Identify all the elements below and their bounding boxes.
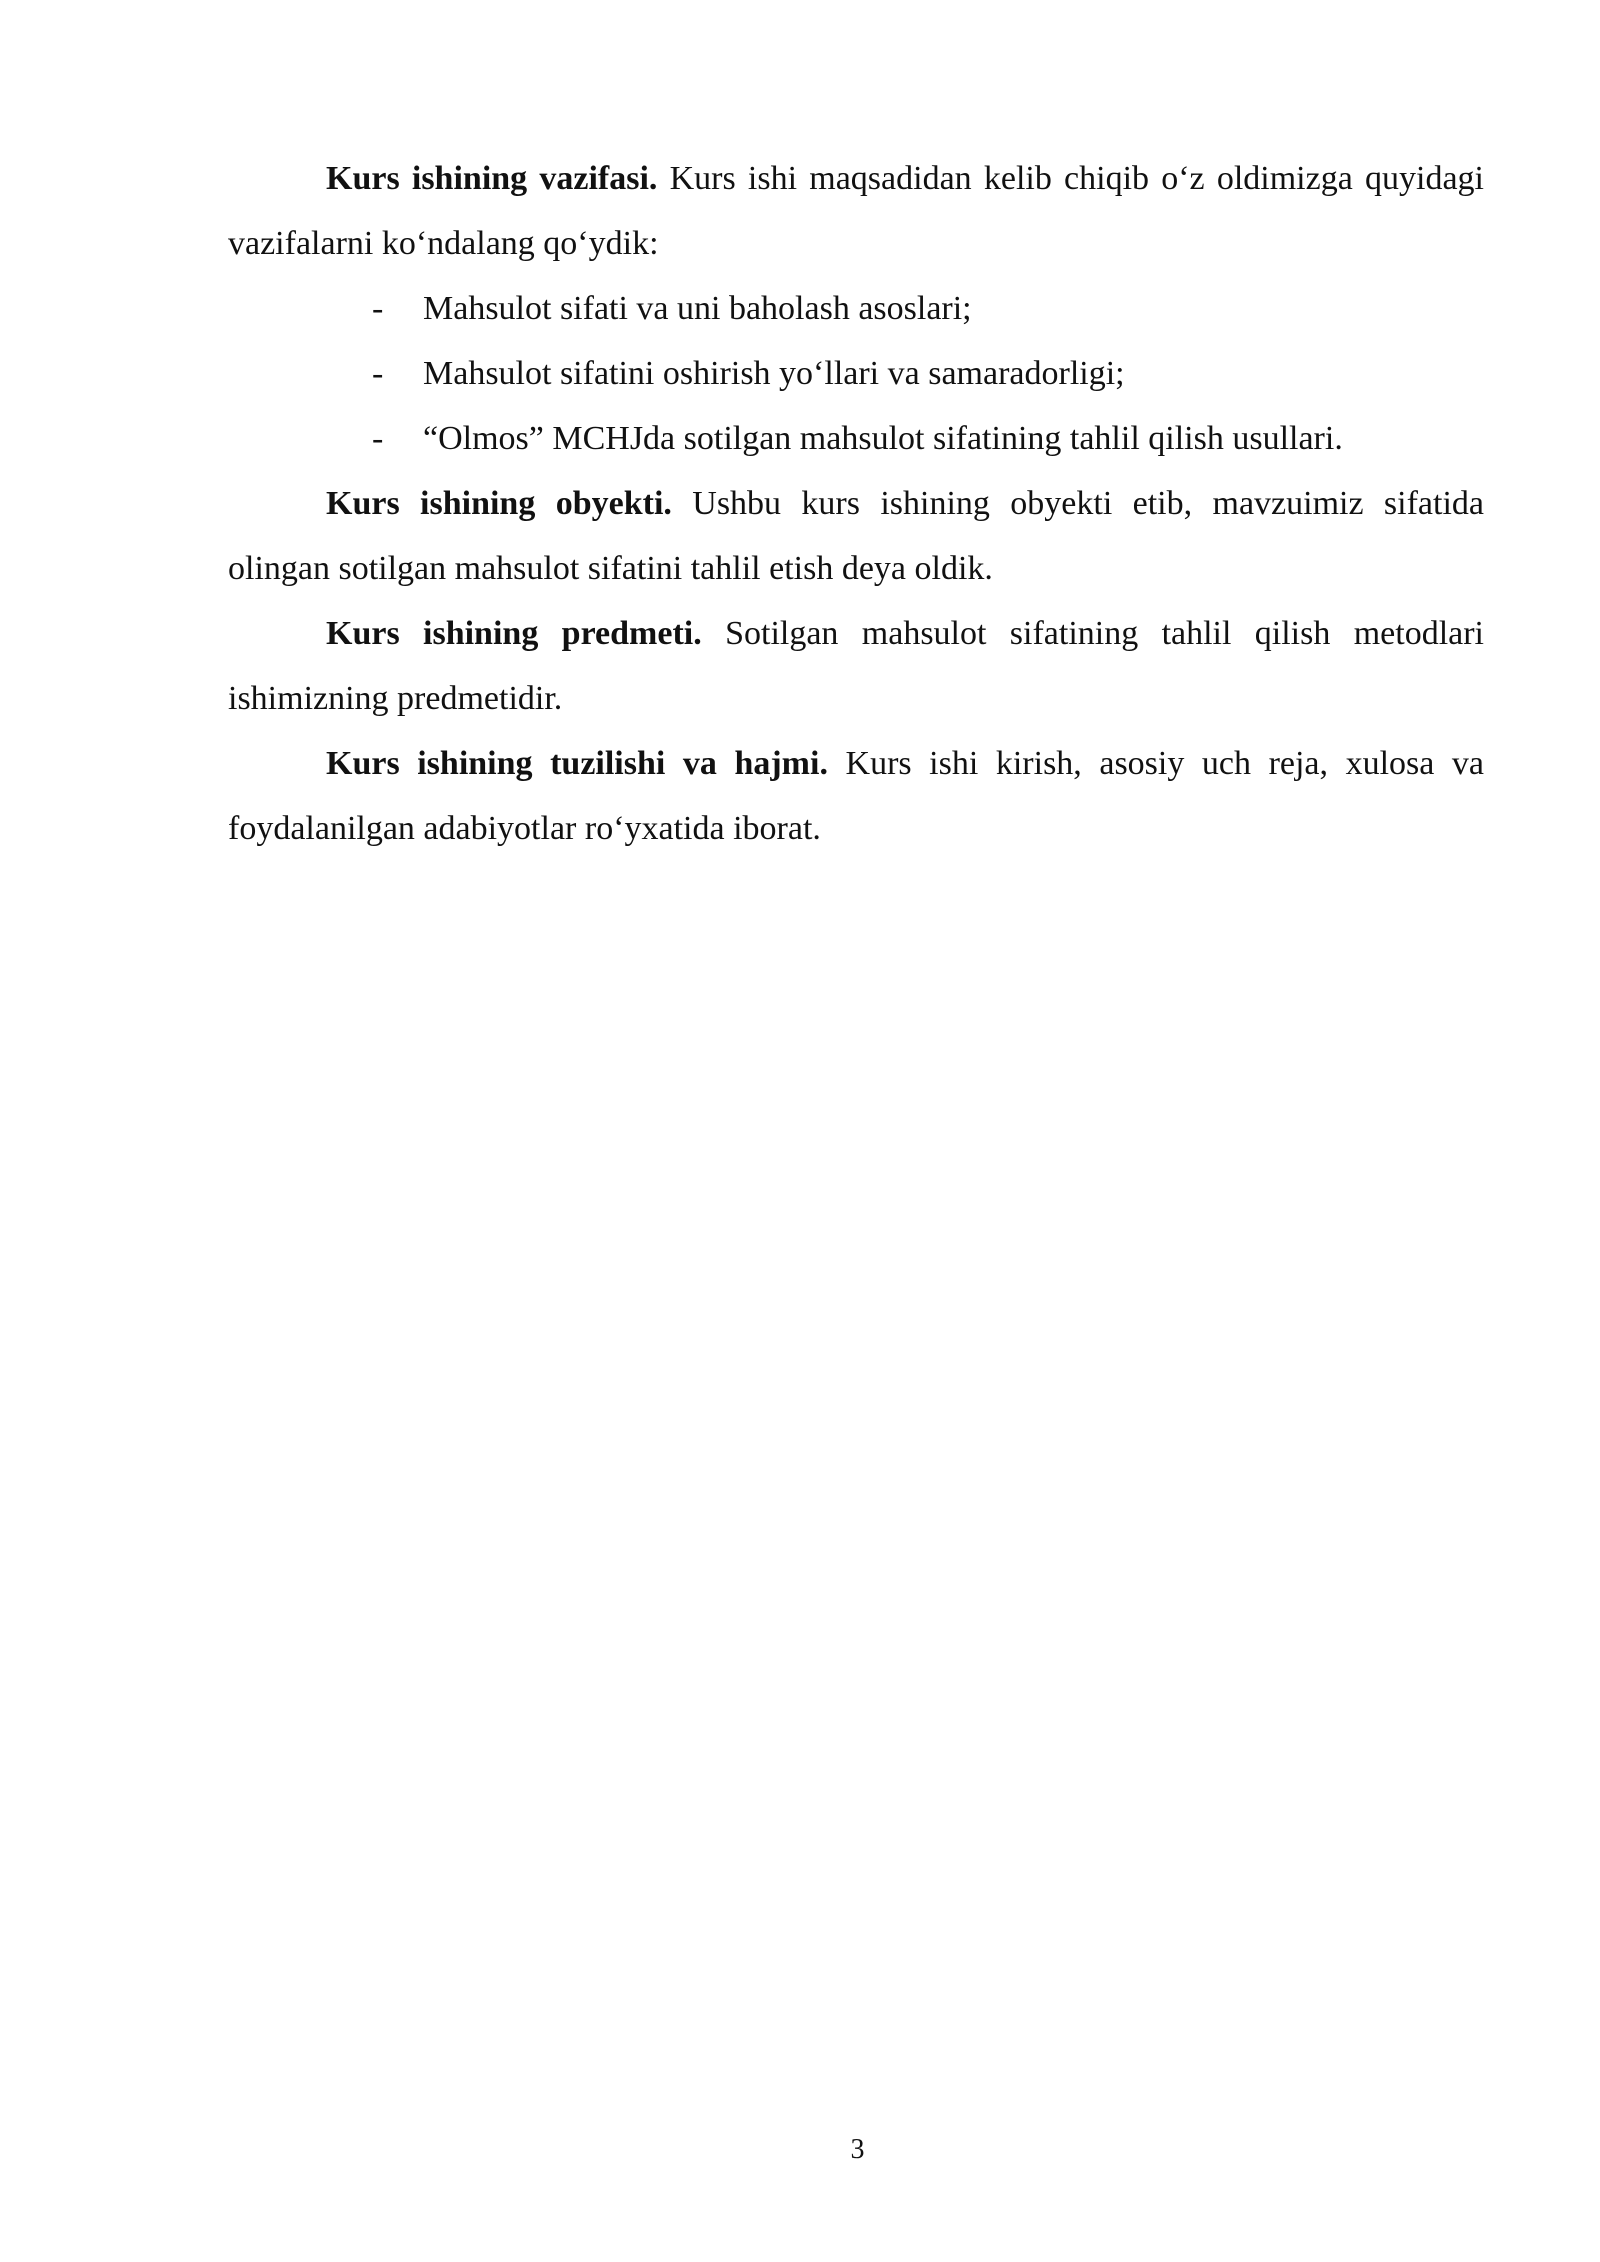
page-number: 3 xyxy=(850,2134,865,2165)
paragraph-text: Sotilgan mahsulot sifatining tahlil qilish metodlari ishimizning predmetidir. xyxy=(228,615,1485,717)
list-item xyxy=(228,406,1484,471)
list-item-text: Mahsulot sifatini oshirish yo‘llari va samaradorligi; xyxy=(423,355,1125,392)
list-item xyxy=(228,276,1484,341)
paragraph-text: Kurs ishi maqsadidan kelib chiqib o‘z oldimizga quyidagi vazifalarni ko‘ndalang qo‘ydik: xyxy=(228,160,1484,262)
paragraph-structure xyxy=(228,731,1484,861)
list-dash: - xyxy=(372,355,384,392)
paragraph-lead: Kurs ishining predmeti. xyxy=(326,615,702,652)
paragraph-tasks xyxy=(228,146,1484,276)
page-content xyxy=(228,146,1484,861)
list-dash: - xyxy=(372,290,384,327)
paragraph-lead: Kurs ishining tuzilishi va hajmi. xyxy=(326,745,828,782)
paragraph-object xyxy=(228,471,1484,601)
paragraph-subject xyxy=(228,601,1484,731)
list-dash: - xyxy=(372,420,384,457)
list-item xyxy=(228,341,1484,406)
paragraph-text: Kurs ishi kirish, asosiy uch reja, xulosa va foydalanilgan adabiyotlar ro‘yxatida iborat. xyxy=(228,745,1484,847)
paragraph-lead: Kurs ishining obyekti. xyxy=(326,485,672,522)
list-item-text: Mahsulot sifati va uni baholash asoslari; xyxy=(423,290,972,327)
paragraph-lead: Kurs ishining vazifasi. xyxy=(326,160,658,197)
list-item-text: “Olmos” MCHJda sotilgan mahsulot sifatining tahlil qilish usullari. xyxy=(423,420,1343,457)
paragraph-text: Ushbu kurs ishining obyekti etib, mavzuimiz sifatida olingan sotilgan mahsulot sifatini tahlil etish deya oldik. xyxy=(228,485,1485,587)
task-list xyxy=(228,276,1484,471)
